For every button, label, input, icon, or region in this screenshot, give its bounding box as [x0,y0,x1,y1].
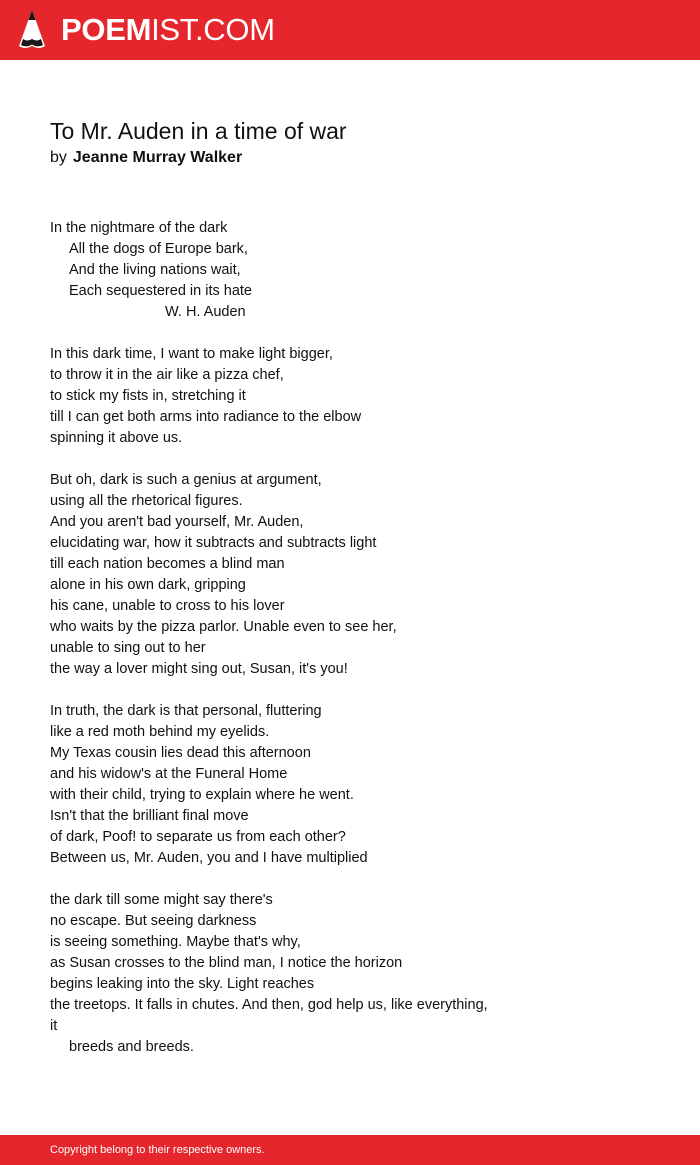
poem-line: as Susan crosses to the blind man, I notice the horizon [50,955,403,971]
poem-line: breeds and breeds. [69,1039,194,1055]
poem-line: All the dogs of Europe bark, [69,241,248,257]
poem-line: his cane, unable to cross to his lover [50,598,285,614]
copyright-notice: Copyright belong to their respective owners. [50,1144,265,1156]
site-logo-link[interactable] [17,9,275,51]
poem-title: To Mr. Auden in a time of war [50,118,347,144]
poem-line: using all the rhetorical figures. [50,493,243,509]
poem-line: it [50,1018,58,1034]
poem-content [50,116,670,1058]
poem-line: the treetops. It falls in chutes. And then, god help us, like everything, [50,997,488,1013]
poem-line: Isn't that the brilliant final move [50,808,249,824]
poem-line: with their child, trying to explain where he went. [50,787,354,803]
poem-line: is seeing something. Maybe that's why, [50,934,301,950]
poem-line: no escape. But seeing darkness [50,913,257,929]
poem-line: and his widow's at the Funeral Home [50,766,288,782]
poem-line: In this dark time, I want to make light bigger, [50,346,333,362]
poem-line: But oh, dark is such a genius at argument, [50,472,322,488]
poem-line: begins leaking into the sky. Light reaches [50,976,315,992]
poem-line: till I can get both arms into radiance to the elbow [50,409,362,425]
poem-line: of dark, Poof! to separate us from each other? [50,829,346,845]
poem-line: unable to sing out to her [50,640,206,656]
byline-label: by [50,149,67,166]
poem-line: alone in his own dark, gripping [50,577,246,593]
pencil-tip-icon [17,9,47,51]
stanza-break [50,869,670,890]
site-logo-text [61,9,275,51]
poem-line: the way a lover might sing out, Susan, it's you! [50,661,348,677]
logo-text-bold: POEM [61,12,152,47]
poem-line: Between us, Mr. Auden, you and I have multiplied [50,850,368,866]
poem-line: Each sequestered in its hate [69,283,252,299]
poem-line: who waits by the pizza parlor. Unable even to see her, [50,619,397,635]
poem-line: till each nation becomes a blind man [50,556,285,572]
stanza-break [50,323,670,344]
logo-text-light: IST.COM [151,12,275,47]
poem-line: And you aren't bad yourself, Mr. Auden, [50,514,304,530]
stanza-break [50,449,670,470]
site-header [0,0,700,60]
site-footer [0,1135,700,1165]
poem-byline [50,147,670,169]
poem-line: spinning it above us. [50,430,183,446]
poem-line: In truth, the dark is that personal, fluttering [50,703,322,719]
poem-line: elucidating war, how it subtracts and subtracts light [50,535,377,551]
poem-author: Jeanne Murray Walker [72,149,243,166]
poem-line: And the living nations wait, [69,262,241,278]
poem-line: to stick my fists in, stretching it [50,388,246,404]
poem-line: In the nightmare of the dark [50,220,228,236]
poem-line: to throw it in the air like a pizza chef, [50,367,284,383]
poem-line: like a red moth behind my eyelids. [50,724,270,740]
poem-line: My Texas cousin lies dead this afternoon [50,745,311,761]
epigraph-attribution: W. H. Auden [165,304,246,320]
poem-line: the dark till some might say there's [50,892,273,908]
stanza-break [50,680,670,701]
poem-body [50,218,670,1058]
